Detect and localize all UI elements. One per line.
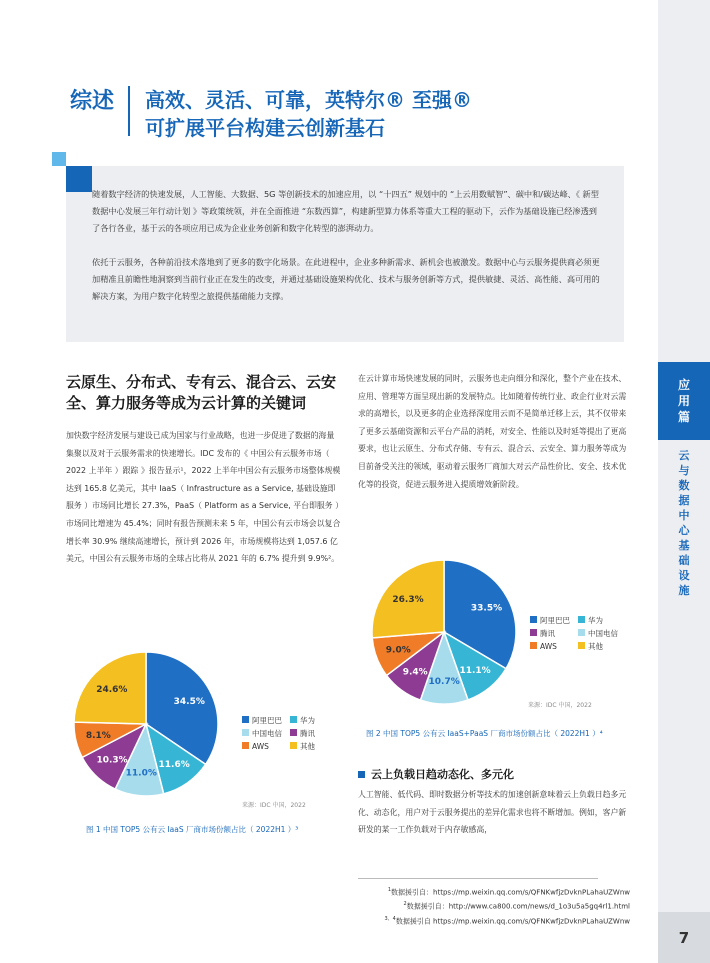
footnote-mark: 2 xyxy=(403,901,407,908)
side-sub-char: 基 xyxy=(678,539,690,552)
legend-label-AWS: AWS xyxy=(252,742,269,751)
legend-swatch-AWS xyxy=(530,642,537,649)
footnote-2 xyxy=(330,898,630,912)
decor-square-dark xyxy=(66,166,92,192)
chart-source: 来源：IDC 中国，2022 xyxy=(528,702,592,709)
legend-label-阿里巴巴: 阿里巴巴 xyxy=(252,716,282,725)
side-sub-char: 据 xyxy=(678,494,690,507)
left-column xyxy=(66,372,342,568)
side-sub-char: 与 xyxy=(678,464,690,477)
legend-swatch-腾讯 xyxy=(530,629,537,636)
right-column xyxy=(358,370,630,493)
section-title: 云原生、分布式、专有云、混合云、云安全、算力服务等成为云计算的关键词 xyxy=(66,373,337,412)
pie-label-中国电信: 11.0% xyxy=(125,768,157,779)
subsection-title: 云上负载日趋动态化、多元化 xyxy=(371,768,514,781)
pie-label-华为: 11.1% xyxy=(459,665,491,676)
side-sub-char: 础 xyxy=(678,554,690,567)
legend-label-其他: 其他 xyxy=(588,642,603,651)
side-tab-char: 应 xyxy=(677,378,690,392)
legend-swatch-阿里巴巴 xyxy=(530,616,537,623)
side-sub-char: 数 xyxy=(678,479,690,492)
pie-label-其他: 26.3% xyxy=(392,594,424,605)
bullet-square-icon xyxy=(358,771,365,778)
subsection-body: 人工智能、低代码、即时数据分析等技术的加速创新意味着云上负载日趋多元化、动态化，用户对于云服务提出的差异化需求也将不断增加。例如，客户新研发的某一工作负载对于内存敏感高， xyxy=(358,790,627,835)
side-sub-char: 设 xyxy=(678,569,690,582)
footnote-1 xyxy=(330,884,630,898)
side-sub-char: 施 xyxy=(678,584,690,597)
legend-swatch-华为 xyxy=(290,716,297,723)
left-body-text: 加快数字经济发展与建设已成为国家与行业战略，也进一步促进了数据的海量集聚以及对于云服务需求的快速增长。IDC 发布的《 中国公有云服务市场（ 2022 上半年 ）跟踪 》报告显示¹，2022 上半年中国公有云服务市场整体规模达到 165.8 亿美元，其中 IaaS（ Infrastructure as a Service, 基础设施即服务 ）市场同比增长 27.3%，PaaS（ Platform as a Service, 平台即服务 ）市场同比增速为 45.4%；同时有报告预测未来 5 年，中国公有云市场会以复合增长率 30.9% 继续高速增长，预计到 2026 年，市场规模将达到 1,057.6 亿美元，中国公有云服务市场的全球占比将从 2021 年的 6.7% 提升到 9.9%²。 xyxy=(66,431,341,564)
legend-swatch-AWS xyxy=(242,742,249,749)
side-tab-char: 篇 xyxy=(677,410,690,424)
legend-swatch-阿里巴巴 xyxy=(242,716,249,723)
legend-label-中国电信: 中国电信 xyxy=(252,729,282,738)
legend-label-华为: 华为 xyxy=(300,716,315,725)
side-sub-char: 云 xyxy=(678,449,690,462)
pie-chart-iaas xyxy=(66,648,342,846)
footnote-text[interactable]: 数据援引自 https://mp.weixin.qq.com/s/QFNKwfjzDvknPLahaUZWnw xyxy=(395,916,630,925)
side-sub-char: 心 xyxy=(678,524,690,537)
right-body-text: 在云计算市场快速发展的同时，云服务也走向细分和深化，整个产业在技术、应用、管理等方面呈现出新的发展特点。比如随着传统行业、政企行业对云需求的高增长，以及更多的企业选择深度用云而不是简单迁移上云，其不仅带来了更多云基础资源和云平台产品的消耗，对安全、性能以及时延等提出了更高要求，也让云原生、分布式存储、专有云、混合云、云安全、算力服务等成为目前备受关注的领域，驱动着云服务厂商加大对云产品性价比、安全、技术优化等的投资，促进云服务进入提质增效新阶段。 xyxy=(358,374,627,489)
heading-divider xyxy=(128,86,130,136)
side-tab-application[interactable] xyxy=(658,362,710,440)
legend-label-腾讯: 腾讯 xyxy=(300,729,315,738)
subsection-heading xyxy=(358,766,514,782)
side-tab-char: 用 xyxy=(677,394,690,408)
pie-chart-iaas-paas xyxy=(358,556,630,746)
pie-label-阿里巴巴: 34.5% xyxy=(173,697,205,708)
intro-paragraph-2: 依托于云服务，各种前沿技术落地到了更多的数字化场景。在此进程中，企业多种新需求、新机会也被激发。数据中心与云服务提供商必须更加精准且前瞻性地洞察到当前行业正在发生的改变，并通过基础设施架构优化、技术与服务创新等方式，提供敏捷、灵活、高性能、高可用的解决方案，为用户数字化转型之旅提供基础能力支撑。 xyxy=(92,257,600,301)
legend-swatch-其他 xyxy=(578,642,585,649)
pie-label-AWS: 9.0% xyxy=(385,645,411,656)
chart-caption: 图 1 中国 TOP5 公有云 IaaS 厂商市场份额占比（ 2022H1 ）³ xyxy=(86,825,299,834)
page-number: 7 xyxy=(658,912,710,963)
footnote-divider xyxy=(358,878,598,879)
footnote-mark: 1 xyxy=(387,887,392,893)
legend-swatch-其他 xyxy=(290,742,297,749)
decor-square-light xyxy=(52,152,66,166)
pie-label-中国电信: 10.7% xyxy=(428,676,460,687)
pie-label-其他: 24.6% xyxy=(96,684,128,695)
legend-swatch-中国电信 xyxy=(242,729,249,736)
legend-label-腾讯: 腾讯 xyxy=(540,629,555,638)
legend-label-其他: 其他 xyxy=(300,742,315,751)
chart-iaas-share xyxy=(66,648,342,846)
legend-label-阿里巴巴: 阿里巴巴 xyxy=(540,616,570,625)
legend-swatch-中国电信 xyxy=(578,629,585,636)
footnote-text[interactable]: 数据援引自：https://mp.weixin.qq.com/s/QFNKwfjzDvknPLahaUZWnw xyxy=(391,888,630,897)
intro-box xyxy=(66,166,624,342)
footnotes xyxy=(330,884,630,927)
footnote-mark: 3、4 xyxy=(384,915,396,922)
legend-label-AWS: AWS xyxy=(540,642,557,651)
footnote-text[interactable]: 数据援引自：http://www.ca800.com/news/d_1o3u5a5gq4rl1.html xyxy=(406,902,630,911)
pie-label-腾讯: 9.4% xyxy=(402,667,428,678)
pie-label-阿里巴巴: 33.5% xyxy=(470,603,503,614)
chart-iaas-paas-share xyxy=(358,556,630,746)
chart-caption: 图 2 中国 TOP5 公有云 IaaS+PaaS 厂商市场份额占比（ 2022H1 ）⁴ xyxy=(366,729,603,738)
chart-source: 来源：IDC 中国，2022 xyxy=(242,802,306,809)
legend-swatch-华为 xyxy=(578,616,585,623)
side-sub-char: 中 xyxy=(678,509,690,522)
legend-label-华为: 华为 xyxy=(588,616,603,625)
footnote-3 xyxy=(330,913,630,927)
legend-label-中国电信: 中国电信 xyxy=(588,629,618,638)
legend-swatch-腾讯 xyxy=(290,729,297,736)
heading-title-line1: 高效、灵活、可靠，英特尔® 至强® xyxy=(145,88,472,112)
heading-title-line2: 可扩展平台构建云创新基石 xyxy=(145,116,385,140)
heading-label: 综述 xyxy=(70,89,115,114)
pie-label-AWS: 8.1% xyxy=(85,731,111,742)
pie-label-腾讯: 10.3% xyxy=(96,755,128,766)
intro-paragraph-1: 随着数字经济的快速发展，人工智能、大数据、5G 等创新技术的加速应用，以 “十四五” 规划中的 “上云用数赋智”、碳中和/碳达峰、《 新型数据中心发展三年行动计划 》等政策统领，并在全面推进 “东数西算”，构建新型算力体系等重大工程的驱动下，云作为基础设施已经渗透到了各行各业，基于云的各项应用已成为企业业务创新和数字化转型的澎湃动力。 xyxy=(92,189,599,233)
pie-label-华为: 11.6% xyxy=(158,760,190,771)
side-subsection-label xyxy=(658,448,710,598)
